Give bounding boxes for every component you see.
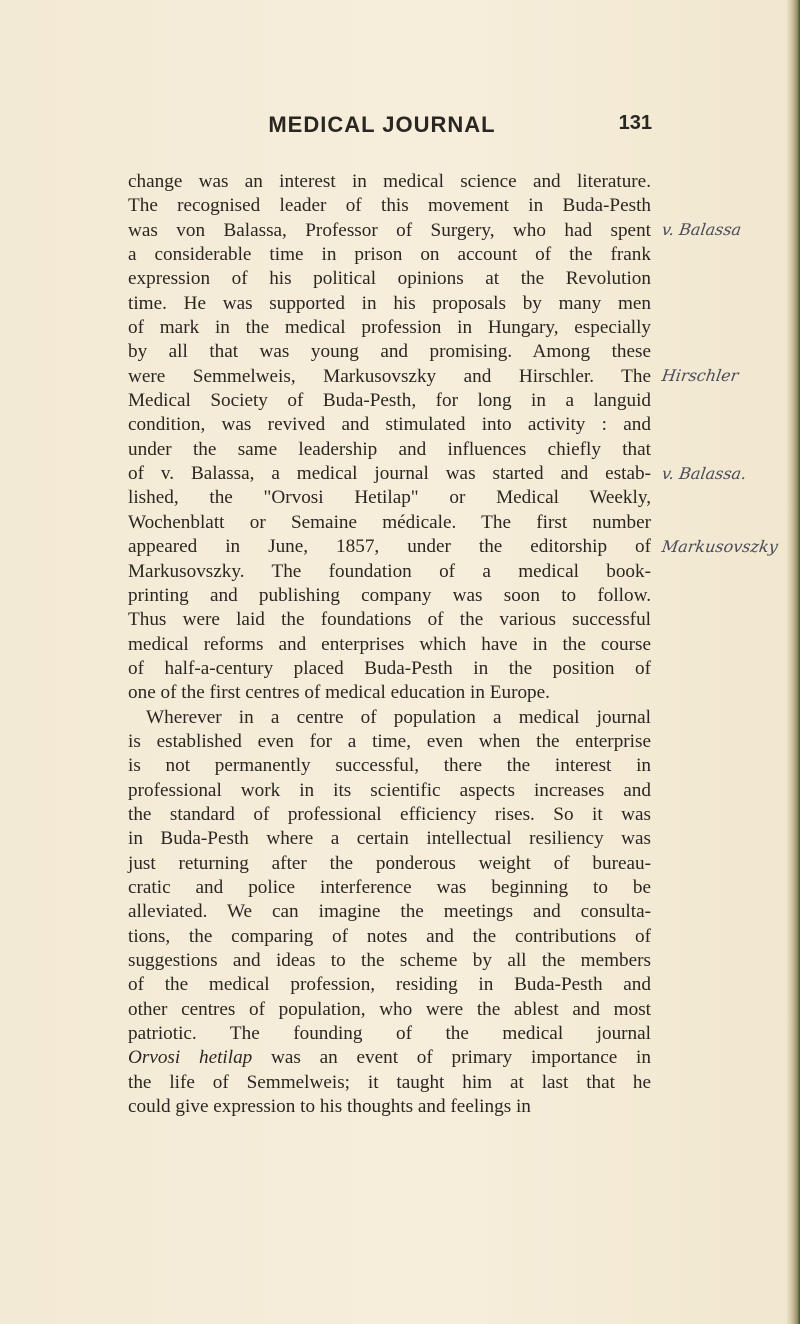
margin-note-balassa: v. Balassa — [660, 220, 743, 239]
text-line: appeared in June, 1857, under the editorship of — [128, 536, 651, 558]
text-line: professional work in its scientific aspects increases and — [128, 779, 651, 801]
text-line: lished, the "Orvosi Hetilap" or Medical Weekly, — [128, 487, 651, 509]
page-edge-shadow — [786, 0, 800, 1324]
text-line: time. He was supported in his proposals by many men — [128, 292, 651, 314]
page-number: 131 — [618, 112, 652, 134]
text-line: Orvosi hetilap was an event of primary importance in — [128, 1047, 651, 1069]
margin-note-markusovszky: Markusovszky — [660, 537, 780, 556]
text-line: just returning after the ponderous weight of bureau- — [128, 852, 651, 874]
text-line: were Semmelweis, Markusovszky and Hirschler. The — [128, 365, 651, 387]
text-line: Medical Society of Buda-Pesth, for long in a languid — [128, 390, 651, 412]
text-line: a considerable time in prison on account of the frank — [128, 244, 651, 266]
text-line: one of the first centres of medical education in Europe. — [128, 682, 550, 704]
text-line: is not permanently successful, there the interest in — [128, 755, 651, 777]
margin-note-hirschler: Hirschler — [660, 366, 740, 385]
text-line: of half-a-century placed Buda-Pesth in the position of — [128, 657, 651, 679]
page-header — [112, 112, 652, 152]
text-line: medical reforms and enterprises which have in the course — [128, 633, 651, 655]
text-line: Markusovszky. The foundation of a medical book- — [128, 560, 651, 582]
running-title: MEDICAL JOURNAL — [268, 112, 496, 137]
text-line: the standard of professional efficiency rises. So it was — [128, 803, 651, 825]
text-line: under the same leadership and influences chiefly that — [128, 438, 651, 460]
text-line: patriotic. The founding of the medical journal — [128, 1023, 651, 1045]
text-line: by all that was young and promising. Among these — [128, 341, 651, 363]
text-line: the life of Semmelweis; it taught him at last that he — [128, 1071, 651, 1093]
text-line: Wochenblatt or Semaine médicale. The first number — [128, 511, 651, 533]
text-line: was von Balassa, Professor of Surgery, who had spent — [128, 219, 651, 241]
text-line: suggestions and ideas to the scheme by all the members — [128, 950, 651, 971]
body-text — [128, 170, 651, 1119]
text-line: of the medical profession, residing in Buda-Pesth and — [128, 974, 651, 996]
text-line: of mark in the medical profession in Hungary, especially — [128, 317, 651, 339]
text-line: condition, was revived and stimulated into activity : and — [128, 414, 651, 436]
journal-title-italic: Orvosi hetilap — [128, 1047, 253, 1069]
margin-note-balassa-2: v. Balassa. — [660, 464, 748, 483]
text-line: tions, the comparing of notes and the contributions of — [128, 925, 651, 947]
text-line: in Buda-Pesth where a certain intellectual resiliency was — [128, 828, 651, 850]
text-line: The recognised leader of this movement in Buda-Pesth — [128, 195, 651, 217]
text-line: expression of his political opinions at the Revolution — [128, 268, 651, 290]
text-line: cratic and police interference was beginning to be — [128, 876, 651, 898]
text-line: printing and publishing company was soon to follow. — [128, 584, 651, 606]
text-line: alleviated. We can imagine the meetings and consulta- — [128, 901, 651, 923]
text-line: of v. Balassa, a medical journal was started and estab- — [128, 463, 651, 485]
text-line: Thus were laid the foundations of the various successful — [128, 609, 651, 631]
text-line: could give expression to his thoughts and feelings in — [128, 1096, 531, 1118]
text-line: Wherever in a centre of population a medical journal — [146, 706, 651, 728]
text-line: other centres of population, who were the ablest and most — [128, 998, 651, 1020]
text-line: change was an interest in medical science and literature. — [128, 171, 651, 192]
text-line: is established even for a time, even when the enterprise — [128, 730, 651, 752]
